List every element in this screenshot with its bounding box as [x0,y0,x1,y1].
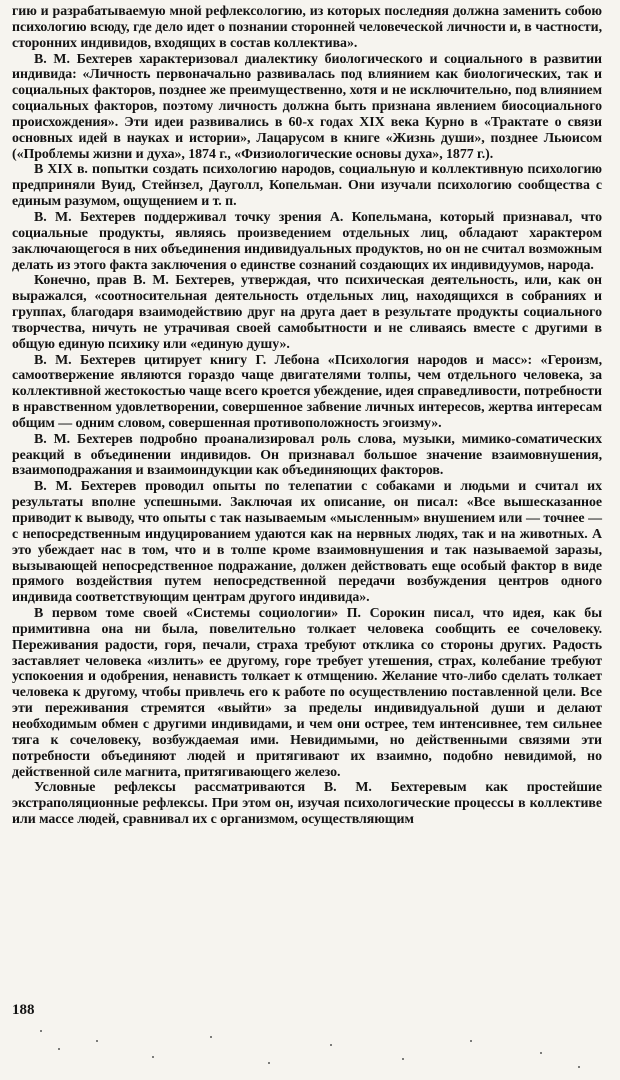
paragraph: В. М. Бехтерев характеризовал диалектику биологического и социального в развитии индивида: «Личность первоначально развивалась под влиянием как биологических, так и социальных факторов, позднее же преимущественно, хотя и не исключительно, под влиянием социальных факторов, поэтому личность должна быть признана явлением биосоциального происхождения». Эти идеи развивались в 60-х годах XIX века Курно в «Трактате о связи основных идей в науках и истории», Лацарусом в книге «Жизнь души», позднее Льюисом («Проблемы жизни и духа», 1874 г., «Физиологические основы духа», 1877 г.). [12,51,602,162]
paragraph: гию и разрабатываемую мной рефлексологию, из которых последняя должна заменить собою психологию всюду, где дело идет о познании сторонней человеческой личности и, в частности, сторонних индивидов, входящих в состав коллектива». [12,4,602,51]
scan-speck [58,1048,60,1050]
paragraph: В первом томе своей «Системы социологии» П. Сорокин писал, что идея, как бы примитивна она ни была, повелительно толкает человека сообщить ее сочеловеку. Переживания радости, горя, печали, страха требуют отклика со стороны других. Радость заставляет человека «излить» ее другому, горе требует утешения, страх, колебание требуют успокоения и одобрения, ненависть толкает к отмщению. Желание что-либо сделать толкает человека к другому, чтобы привлечь его к работе по осуществлению поставленной цели. Все эти переживания стремятся «выйти» за пределы индивидуальной души и делают необходимым обмен с другими индивидами, и чем они острее, тем интенсивнее, тем сильнее тяга к сочеловеку, возбуждаемая ими. Невидимыми, но действенными связями эти потребности объединяют людей и притягивают их взаимно, подобно невидимой, но действенной силе магнита, притягивающего железо. [12,606,602,780]
scan-speck [210,1036,212,1038]
scan-speck [540,1052,542,1054]
scan-speck [578,1066,580,1068]
paragraph: В. М. Бехтерев подробно проанализировал роль слова, музыки, мимико-соматических реакций в объединении индивидов. Он признавал большое значение взаимовнушения, взаимоподражания и взаимоиндукции как объединяющих факторов. [12,431,602,479]
paragraph: В XIX в. попытки создать психологию народов, социальную и коллективную психологию предприняли Вуид, Стейнзел, Дауголл, Копельман. Они изучали психологию сообщества с единым разумом, ощущением и т. п. [12,162,602,210]
paragraph: В. М. Бехтерев проводил опыты по телепатии с собаками и людьми и считал их результаты вполне успешными. Заключая их описание, он писал: «Все вышесказанное приводит к выводу, что опыты с так называемым «мысленным» внушением или — точнее — с непосредственным индуцированием удаются как на нервных людях, так и на животных. А это убеждает нас в том, что и в толпе кроме взаимовнушения и так называемой заразы, вызывающей непосредственное подражание, должен действовать еще особый фактор в виде прямого воздействия путем непосредственной передачи возбуждения центров одного индивида соответствующим центрам другого индивида». [12,479,602,606]
scan-speck [152,1056,154,1058]
paragraph: Условные рефлексы рассматриваются В. М. Бехтеревым как простейшие экстраполяционные рефлексы. При этом он, изучая психологические процессы в коллективе или массе людей, сравнивал их с организмом, осуществляющим [12,780,602,828]
paragraph: Конечно, прав В. М. Бехтерев, утверждая, что психическая деятельность, или, как он выражался, «соотносительная деятельность отдельных лиц, находящихся в собраниях и группах, благодаря взаимодействию друг на друга дает в результате продукты социального творчества, ничуть не утрачивая своей самобытности и не сливаясь вместе с другими в общую единую психику или «единую душу». [12,273,602,352]
scan-speck [96,1040,98,1042]
paragraph: В. М. Бехтерев поддерживал точку зрения А. Копельмана, который признавал, что социальные продукты, являясь произведением отдельных лиц, обладают характером заключающегося в них объединения индивидуальных продуктов, но он не считал возможным делать из этого факта заключения о единстве сознаний создающих их индивидуумов, народа. [12,209,602,273]
scan-speck [470,1040,472,1042]
scan-speck [402,1058,404,1060]
scan-speck [40,1030,42,1032]
scan-speck [330,1044,332,1046]
page-number: 188 [12,1002,35,1018]
scan-speck [268,1062,270,1064]
paragraph: В. М. Бехтерев цитирует книгу Г. Лебона «Психология народов и масс»: «Героизм, самоотвержение являются гораздо чаще двигателями толпы, чем отдельного человека, за коллективной жестокостью чаще всего кроется убеждение, идея справедливости, потребности в нравственном удовлетворении, совершенное забвение личных интересов, жертва интересам общим — одним словом, совершенная противоположность эгоизму». [12,352,602,431]
